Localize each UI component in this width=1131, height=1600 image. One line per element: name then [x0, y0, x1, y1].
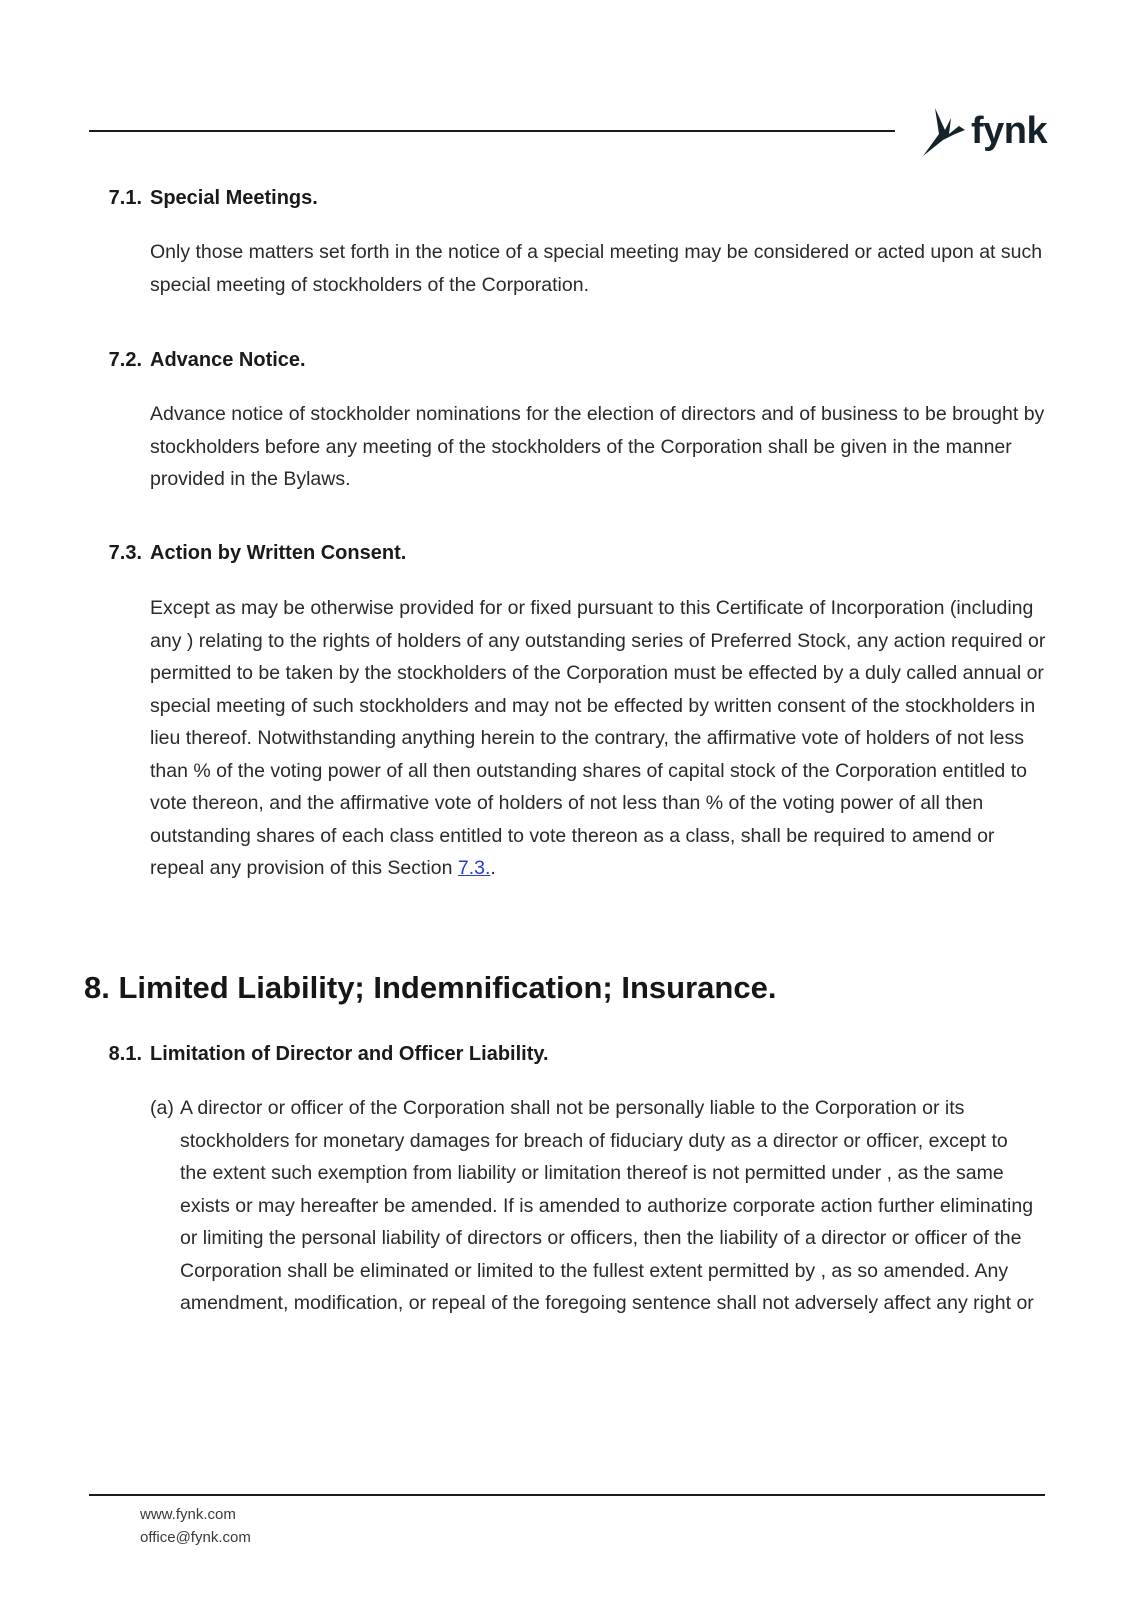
logo-text: fynk [971, 109, 1048, 152]
section-title: Advance Notice. [150, 349, 306, 371]
list-marker: (a) [150, 1097, 174, 1119]
section-7-2-heading [108, 349, 306, 372]
section-number: 8.1. [108, 1043, 142, 1065]
fynk-bird-icon [921, 104, 967, 158]
section-8-heading: 8. Limited Liability; Indemnification; Insurance. [84, 970, 777, 1005]
section-8-1-heading [108, 1043, 549, 1066]
fynk-logo [921, 104, 1047, 158]
section-7-1-body: Only those matters set forth in the notice of a special meeting may be considered or acted upon at such special meeting of stockholders of the Corporation. [150, 241, 1043, 296]
footer-email[interactable]: office@fynk.com [140, 1529, 251, 1546]
section-7-3-text: Except as may be otherwise provided for or fixed pursuant to this Certificate of Incorporation (including any ) relating to the rights of holders of any outstanding series of Preferred Stock, any action required or permitted to be taken by the stockholders of the Corporation must be effected by a duly called annual or special meeting of such stockholders and may not be effected by written consent of the stockholders in lieu thereof. Notwithstanding anything herein to the contrary, the affirmative vote of holders of not less than % of the voting power of all then outstanding shares of capital stock of the Corporation entitled to vote thereon, and the affirmative vote of holders of not less than % of the voting power of all then outstanding shares of each class entitled to vote thereon as a class, shall be required to amend or repeal any provision of this Section [150, 597, 1046, 879]
section-number: 7.1. [108, 187, 142, 209]
section-title: Action by Written Consent. [150, 542, 407, 564]
section-7-2-body: Advance notice of stockholder nominations for the election of directors and of business to be brought by stockholders before any meeting of the stockholders of the Corporation shall be given in the manner provided in the Bylaws. [150, 403, 1045, 490]
section-7-3-tail: . [490, 857, 496, 879]
section-number: 7.2. [108, 349, 142, 371]
list-item-a [150, 1092, 1040, 1320]
header-rule [89, 130, 895, 132]
section-7-3-link[interactable]: 7.3. [457, 857, 491, 879]
footer-rule [89, 1494, 1045, 1496]
footer-website[interactable]: www.fynk.com [140, 1506, 236, 1523]
section-7-3-body [150, 592, 1050, 885]
section-title: Limitation of Director and Officer Liability. [150, 1043, 549, 1065]
section-title: Special Meetings. [150, 187, 318, 209]
section-7-1-heading [108, 187, 318, 210]
list-item-body: A director or officer of the Corporation shall not be personally liable to the Corporation or its stockholders for monetary damages for breach of fiduciary duty as a director or officer, except to the extent such exemption from liability or limitation thereof is not permitted under , as the same exists or may hereafter be amended. If is amended to authorize corporate action further eliminating or limiting the personal liability of directors or officers, then the liability of a director or officer of the Corporation shall be eliminated or limited to the fullest extent permitted by , as so amended. Any amendment, modification, or repeal of the foregoing sentence shall not adversely affect any right or [180, 1097, 1034, 1314]
section-7-3-heading [108, 542, 407, 565]
section-number: 7.3. [108, 542, 142, 564]
